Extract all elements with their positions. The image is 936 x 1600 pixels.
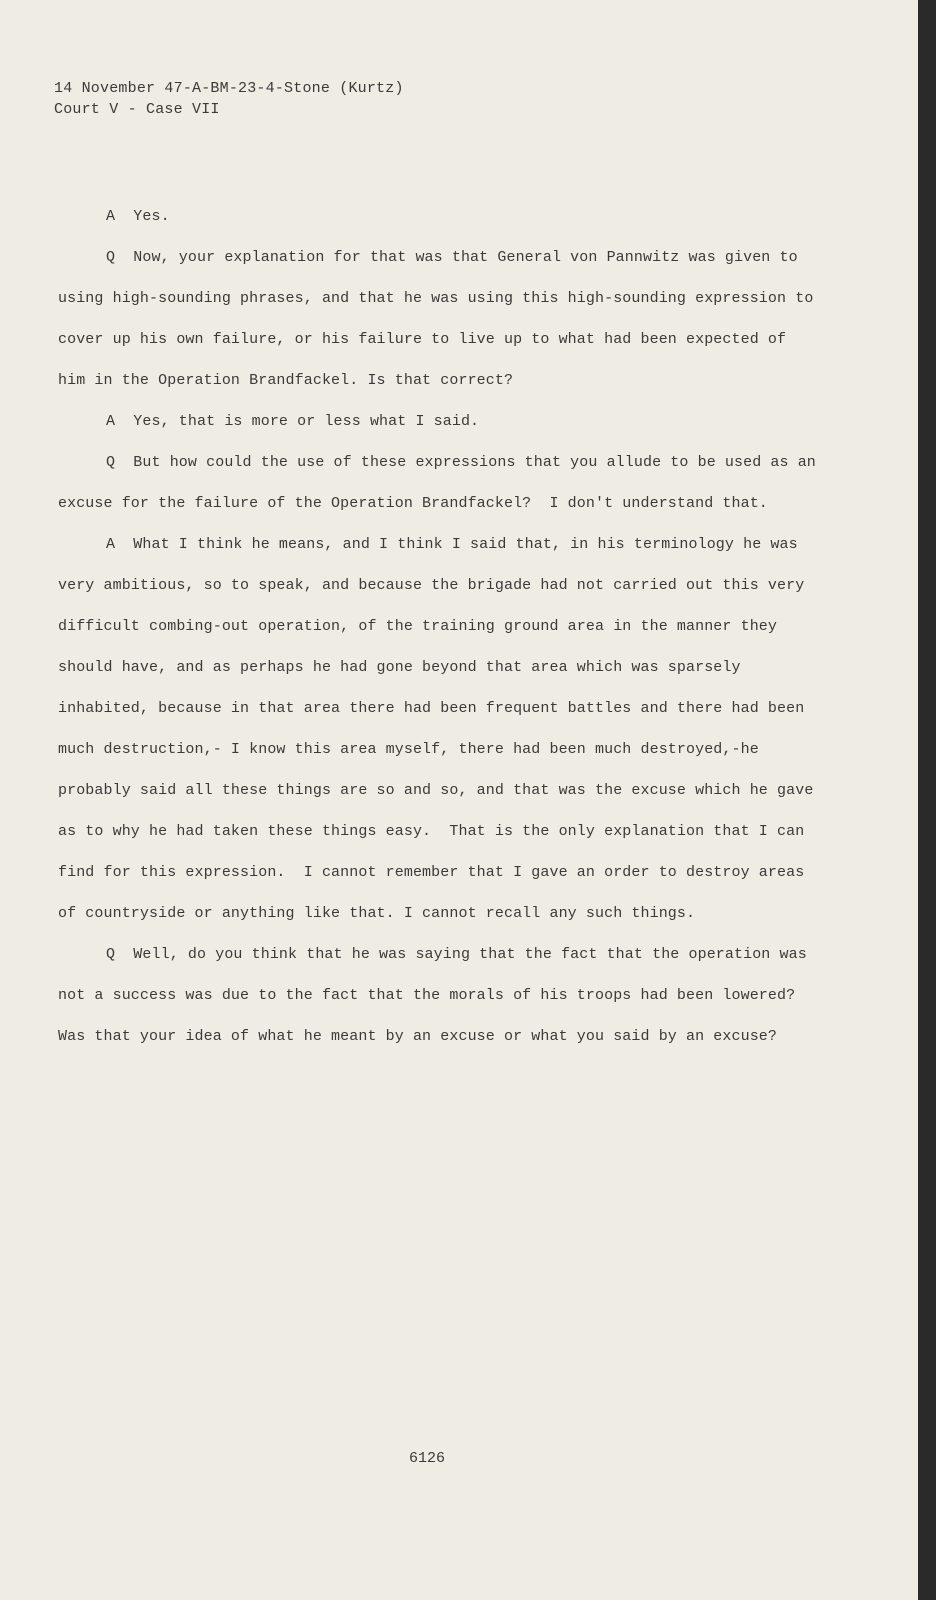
transcript-paragraph: A Yes, that is more or less what I said. <box>106 413 480 430</box>
transcript-paragraph: A Yes. <box>106 208 170 225</box>
header-line-2: Court V - Case VII <box>54 101 220 118</box>
page-number: 6126 <box>409 1450 446 1467</box>
transcript-body <box>58 196 826 1057</box>
transcript-paragraph: Q Now, your explanation for that was that General von Pannwitz was given to using high-sounding phrases, and that he was using this high-sounding expression to cover up his own failure, or his failure to live up to what had been expected of him in the Operation Brandfackel. Is that correct? <box>58 249 823 389</box>
header-line-1: 14 November 47-A-BM-23-4-Stone (Kurtz) <box>54 80 404 97</box>
transcript-paragraph: Q But how could the use of these expressions that you allude to be used as an excuse for the failure of the Operation Brandfackel? I don't understand that. <box>58 454 826 512</box>
transcript-paragraph: A What I think he means, and I think I said that, in his terminology he was very ambitious, so to speak, and because the brigade had not carried out this very difficult combing-out operation, of the training ground area in the manner they should have, and as perhaps he had gone beyond that area which was sparsely inhabited, because in that area there had been frequent battles and there had been much destruction,- I know this area myself, there had been much destroyed,-he probably said all these things are so and so, and that was the excuse which he gave as to why he had taken these things easy. That is the only explanation that I can find for this expression. I cannot remember that I gave an order to destroy areas of countryside or anything like that. I cannot recall any such things. <box>58 536 823 922</box>
document-header <box>54 78 404 120</box>
transcript-paragraph: Q Well, do you think that he was saying that the fact that the operation was not a success was due to the fact that the morals of his troops had been lowered? Was that your idea of what he meant by an excuse or what you said by an excuse? <box>58 946 816 1045</box>
